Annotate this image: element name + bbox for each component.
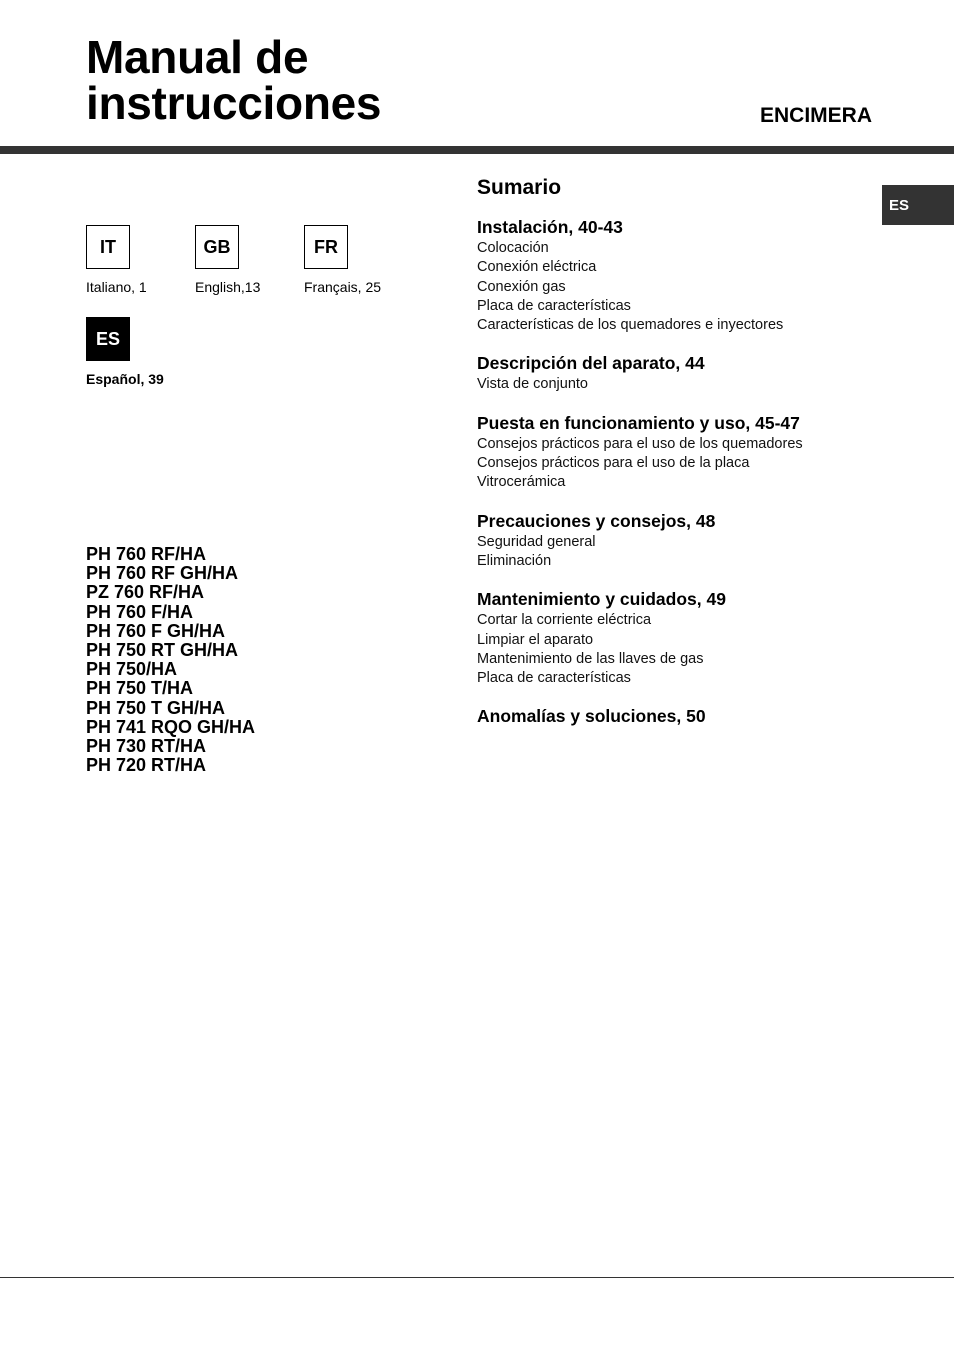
toc-item: Consejos prácticos para el uso de los quemadores xyxy=(477,435,803,452)
page-title xyxy=(86,31,382,129)
toc-section-title: Instalación, 40-43 xyxy=(477,217,623,237)
model-item: PH 760 RF/HA xyxy=(86,544,207,564)
language-gb xyxy=(195,225,315,295)
title-line-2: instrucciones xyxy=(86,77,382,129)
toc-item: Conexión eléctrica xyxy=(477,259,597,276)
model-item: PZ 760 RF/HA xyxy=(86,582,205,603)
product-category: ENCIMERA xyxy=(760,104,873,127)
toc-section-mantenimiento xyxy=(477,589,877,688)
model-item: PH 750/HA xyxy=(86,659,178,680)
language-label: English,13 xyxy=(195,279,261,295)
toc-item: Cortar la corriente eléctrica xyxy=(477,612,652,629)
language-code-box: FR xyxy=(304,225,348,269)
toc-heading: Sumario xyxy=(477,176,562,199)
language-code-box: GB xyxy=(195,225,239,269)
toc-section-precauciones xyxy=(477,511,877,572)
language-side-tab: ES xyxy=(882,185,954,225)
toc-section-instalacion xyxy=(477,217,877,335)
model-item: PH 760 F/HA xyxy=(86,601,194,622)
toc-item: Consejos prácticos para el uso de la placa xyxy=(477,455,750,472)
toc-section-title: Puesta en funcionamiento y uso, 45-47 xyxy=(477,412,800,433)
toc-item: Vista de conjunto xyxy=(477,376,588,393)
model-item: PH 741 RQO GH/HA xyxy=(86,716,256,737)
toc-item: Seguridad general xyxy=(477,533,596,550)
language-label-active: Español, 39 xyxy=(86,371,164,387)
title-line-1: Manual de xyxy=(86,31,309,83)
toc-section-title: Mantenimiento y cuidados, 49 xyxy=(477,589,726,610)
model-item: PH 750 T GH/HA xyxy=(86,697,226,718)
language-label: Français, 25 xyxy=(304,279,382,295)
model-item: PH 750 T/HA xyxy=(86,678,194,699)
toc-section-anomalias xyxy=(477,706,877,727)
model-item: PH 720 RT/HA xyxy=(86,755,207,776)
model-item: PH 730 RT/HA xyxy=(86,736,207,757)
model-item: PH 760 F GH/HA xyxy=(86,620,226,641)
table-of-contents xyxy=(477,175,877,745)
footer-divider xyxy=(0,1277,954,1278)
toc-item: Limpiar el aparato xyxy=(477,631,594,648)
toc-item: Conexión gas xyxy=(477,278,566,295)
language-code-box-active: ES xyxy=(86,317,130,361)
toc-section-title: Anomalías y soluciones, 50 xyxy=(477,706,706,727)
model-list xyxy=(86,545,255,775)
language-fr xyxy=(304,225,424,295)
language-es xyxy=(86,317,206,387)
toc-section-title: Precauciones y consejos, 48 xyxy=(477,510,716,531)
toc-section-puesta xyxy=(477,413,877,493)
toc-item: Eliminación xyxy=(477,552,552,569)
model-item: PH 760 RF GH/HA xyxy=(86,563,239,584)
toc-section-title: Descripción del aparato, 44 xyxy=(477,353,705,374)
language-it xyxy=(86,225,206,295)
toc-item: Mantenimiento de las llaves de gas xyxy=(477,650,704,667)
toc-item: Placa de características xyxy=(477,670,631,687)
toc-item: Placa de características xyxy=(477,297,631,314)
toc-item: Colocación xyxy=(477,240,549,256)
toc-item: Características de los quemadores e inyectores xyxy=(477,317,784,334)
toc-item: Vitrocerámica xyxy=(477,474,566,491)
model-item: PH 750 RT GH/HA xyxy=(86,640,239,661)
language-code-box: IT xyxy=(86,225,130,269)
header-divider xyxy=(0,146,954,154)
toc-section-descripcion xyxy=(477,353,877,394)
language-label: Italiano, 1 xyxy=(86,279,147,295)
